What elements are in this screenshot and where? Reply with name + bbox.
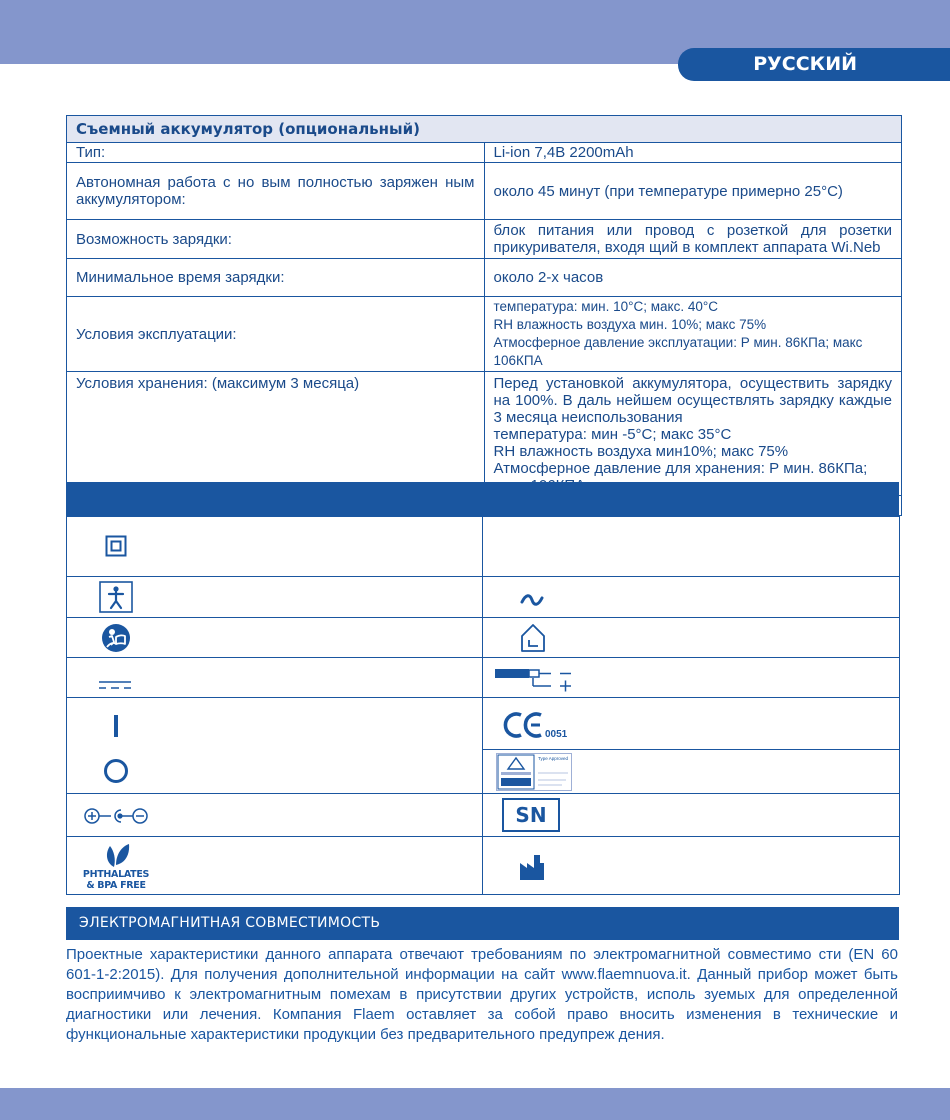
row-type-label: Тип: <box>67 143 485 163</box>
symbol-cell-read-manual <box>67 618 483 658</box>
symbol-cell-ac <box>483 577 900 618</box>
bottom-band <box>0 1088 950 1120</box>
storage-humidity: RH влажность воздуха мин10%; макс 75% <box>493 443 789 460</box>
manufacturer-icon <box>519 851 545 881</box>
phthalates-line1: PHTHALATES <box>82 869 150 880</box>
indoor-use-only-icon <box>519 623 547 653</box>
phthalates-bpa-free-icon <box>82 840 150 892</box>
row-storage-value <box>484 372 902 496</box>
type-bf-applied-part-icon <box>99 581 133 613</box>
symbols-header-bar <box>66 482 899 516</box>
dc-polarity-icon <box>83 807 149 825</box>
row-operating-label: Условия эксплуатации: <box>67 297 485 372</box>
alternating-current-icon <box>519 591 545 609</box>
ce-number: 0051 <box>545 729 567 739</box>
power-off-icon <box>103 758 129 784</box>
row-storage-label: Условия хранения: (максимум 3 месяца) <box>67 372 485 496</box>
serial-number-icon: SN <box>502 798 560 832</box>
symbol-cell-manufacturer <box>483 837 900 895</box>
symbol-cell-phthalates <box>67 837 483 895</box>
battery-table-title: Съемный аккумулятор (опциональный) <box>67 116 902 143</box>
storage-pressure: Атмосферное давление для хранения: Р мин. 86КПа; <box>493 460 868 477</box>
leaf-icon <box>101 841 131 869</box>
row-autonomy-value: около 45 минут (при температуре примерно 25°C) <box>484 163 902 220</box>
operating-temperature: температура: мин. 10°C; макс. 40°C <box>493 299 719 314</box>
operating-humidity: RH влажность воздуха мин. 10%; макс 75% <box>493 317 767 332</box>
row-charging-value: блок питания или провод с розеткой для розетки прикуривателя, входя щий в комплект аппарата Wi.Neb <box>484 220 902 259</box>
symbol-cell-dc-polarity <box>67 794 483 837</box>
class-ii-double-square-icon <box>105 535 127 557</box>
symbol-cell-type-bf <box>67 577 483 618</box>
symbol-cell-empty <box>483 517 900 577</box>
row-charging-label: Возможность зарядки: <box>67 220 485 259</box>
row-type-value: Li-ion 7,4В 2200mAh <box>484 143 902 163</box>
tuv-certification-icon <box>496 753 572 791</box>
symbols-table <box>66 516 900 895</box>
row-min-charge-value: около 2-х часов <box>484 259 902 297</box>
symbol-cell-tuv <box>483 750 900 794</box>
operating-pressure: Атмосферное давление эксплуатации: Р мин. 86КПа; макс 106КПА <box>493 335 863 368</box>
direct-current-icon <box>98 679 132 691</box>
emc-section-title: ЭЛЕКТРОМАГНИТНАЯ СОВМЕСТИМОСТЬ <box>66 907 899 940</box>
read-manual-icon <box>101 623 131 653</box>
phthalates-line2: & BPA FREE <box>86 880 146 891</box>
connector-polarity-icon <box>495 666 575 692</box>
symbol-cell-direct-current <box>67 658 483 698</box>
language-tab: РУССКИЙ <box>678 48 950 81</box>
symbol-cell-class-ii <box>67 517 483 577</box>
symbol-cell-indoor-use <box>483 618 900 658</box>
emc-paragraph: Проектные характеристики данного аппарата отвечают требованиям по электромагнитной совместимо сти (EN 60 601-1-2:2015). Для получения дополнительной информации на сайт www.flaemnuova.it. Данный прибор может быть восприимчиво к электромагнитным помехам в присутствии других устройств, исполь зуемых для определенной диагностики или лечения. Компания Flaem оставляет за собой право вносить изменения в технические и функциональные характеристики продукции без предварительного предупреж дения. <box>66 946 898 1043</box>
battery-spec-table <box>66 115 902 516</box>
row-operating-value <box>484 297 902 372</box>
symbol-cell-ce <box>483 698 900 750</box>
row-autonomy-label: Автономная работа с но вым полностью заряжен ным аккумулятором: <box>67 163 485 220</box>
ce-mark-icon <box>501 711 567 739</box>
power-on-icon <box>112 714 120 738</box>
symbol-cell-on-off <box>67 698 483 794</box>
row-min-charge-label: Минимальное время зарядки: <box>67 259 485 297</box>
storage-precharge: Перед установкой аккумулятора, осуществить зарядку на 100%. В даль нейшем осуществлять зарядку каждые 3 месяца неиспользования <box>493 375 892 426</box>
symbol-cell-serial-number <box>483 794 900 837</box>
symbol-cell-connector-polarity <box>483 658 900 698</box>
tuv-label: Type Approved <box>538 756 569 761</box>
storage-temperature: температура: мин -5°C; макс 35°C <box>493 426 732 443</box>
